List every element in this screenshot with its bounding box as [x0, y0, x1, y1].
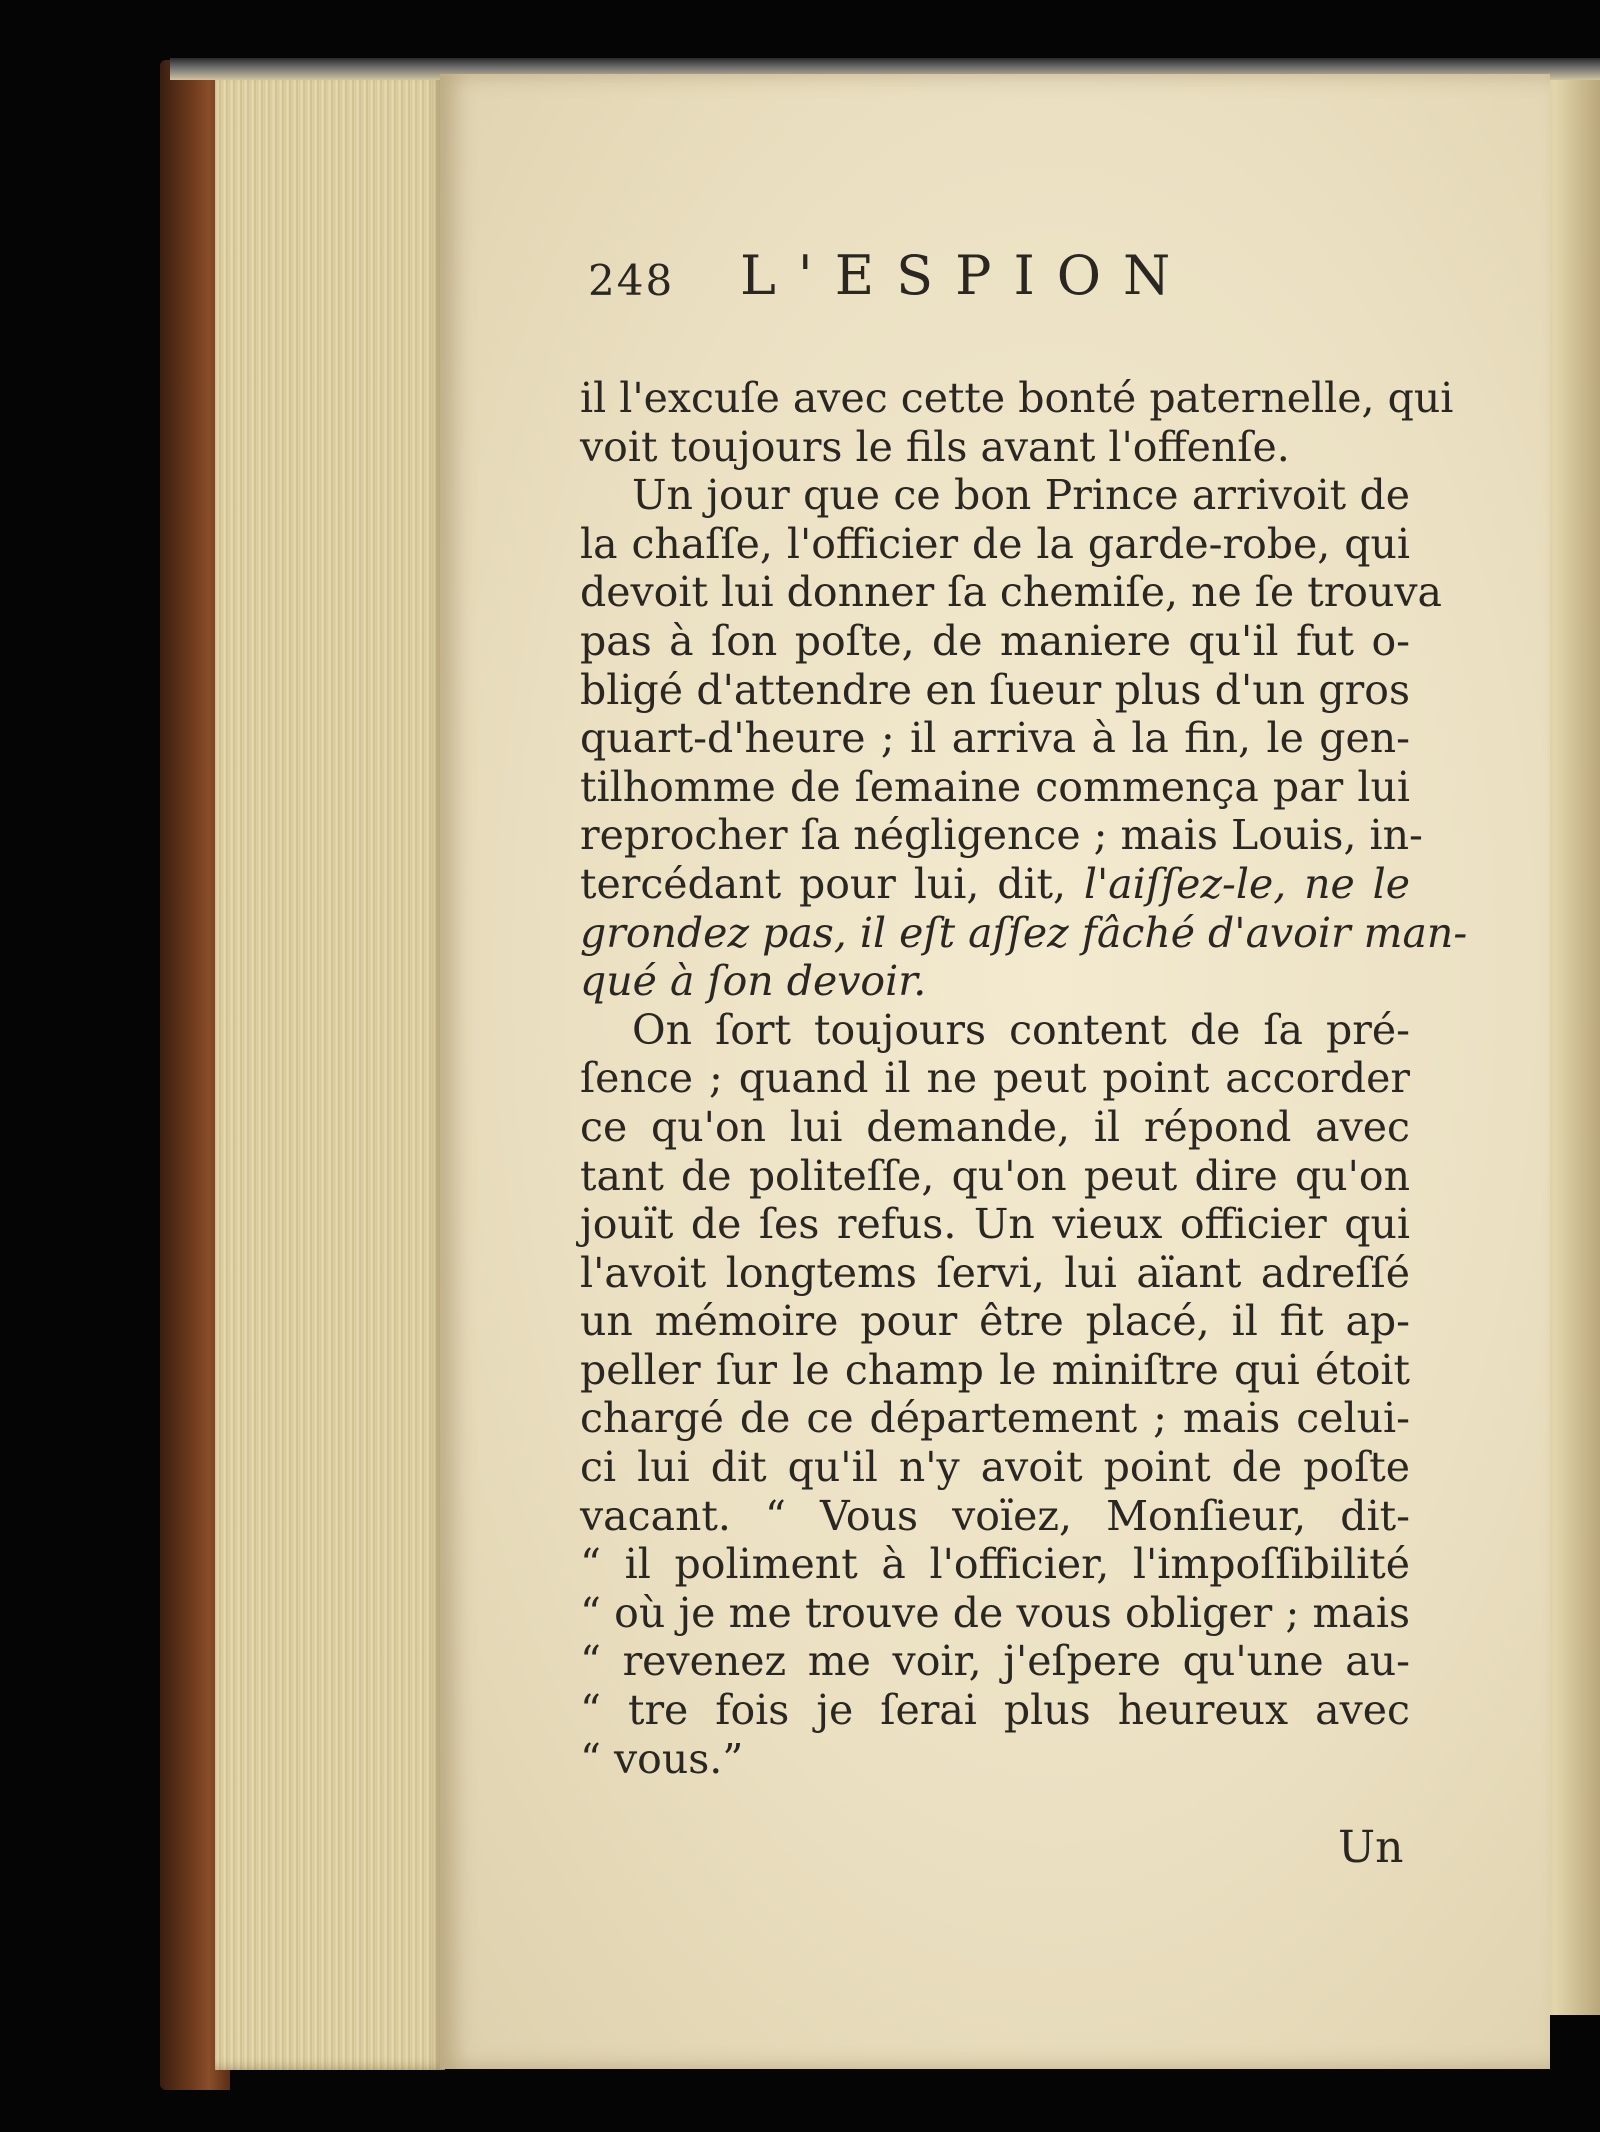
text-line: la chaſſe, l'officier de la garde-robe, qui — [580, 519, 1410, 568]
page-number: 248 — [588, 256, 675, 305]
text-line: “ où je me trouve de vous obliger ; mais — [580, 1588, 1410, 1637]
page-header — [588, 238, 1193, 328]
text-line-roman: tercédant pour lui, dit, — [580, 859, 1067, 908]
page-edges-left — [215, 70, 445, 2070]
text-line: “ tre fois je ſerai plus heureux avec — [580, 1686, 1410, 1735]
text-line: un mémoire pour être placé, il fit ap- — [580, 1297, 1410, 1346]
text-line-italic: qué à ſon devoir. — [580, 957, 927, 1006]
text-line — [580, 860, 1410, 909]
text-line: devoit lui donner ſa chemiſe, ne ſe trouva — [580, 568, 1443, 617]
text-line: On ſort toujours content de ſa pré- — [632, 1005, 1410, 1054]
text-line: voit toujours le fils avant l'offenſe. — [580, 422, 1290, 471]
catchword: Un — [1338, 1822, 1404, 1873]
body-text — [580, 374, 1468, 1783]
text-line: tant de politeſſe, qu'on peut dire qu'on — [580, 1151, 1410, 1200]
text-line: ce qu'on lui demande, il répond avec — [580, 1102, 1410, 1151]
text-line: l'avoit longtems ſervi, lui aïant adreſſé — [580, 1248, 1410, 1297]
text-line: jouït de ſes refus. Un vieux officier qui — [580, 1200, 1410, 1249]
text-line: Un jour que ce bon Prince arrivoit de — [632, 471, 1410, 520]
text-line: peller ſur le champ le miniſtre qui étoit — [580, 1345, 1410, 1394]
text-line: pas à ſon poſte, de maniere qu'il fut o- — [580, 616, 1410, 665]
text-line: ci lui dit qu'il n'y avoit point de poſte — [580, 1443, 1410, 1492]
book-page — [440, 74, 1550, 2069]
text-line: ſence ; quand il ne peut point accorder — [580, 1054, 1410, 1103]
text-line-italic: grondez pas, il eſt aſſez fâché d'avoir man- — [580, 908, 1468, 957]
text-line: bligé d'attendre en ſueur plus d'un gros — [580, 665, 1410, 714]
text-line-italic: l'aiſſez-le, ne le — [1083, 859, 1410, 908]
text-line: quart-d'heure ; il arriva à la fin, le gen- — [580, 714, 1410, 763]
text-line: il l'excuſe avec cette bonté paternelle, qui — [580, 374, 1454, 422]
text-line: reprocher ſa négligence ; mais Louis, in- — [580, 811, 1423, 860]
text-line: “ il poliment à l'officier, l'impoſſibilité — [580, 1540, 1410, 1589]
text-line: “ vous.” — [580, 1734, 744, 1783]
text-line: tilhomme de ſemaine commença par lui — [580, 762, 1410, 811]
text-line: vacant. “ Vous voïez, Monſieur, dit- — [580, 1491, 1410, 1540]
text-line: chargé de ce département ; mais celui- — [580, 1394, 1410, 1443]
text-line: “ revenez me voir, j'eſpere qu'une au- — [580, 1637, 1410, 1686]
running-head: L'ESPION — [740, 244, 1193, 307]
